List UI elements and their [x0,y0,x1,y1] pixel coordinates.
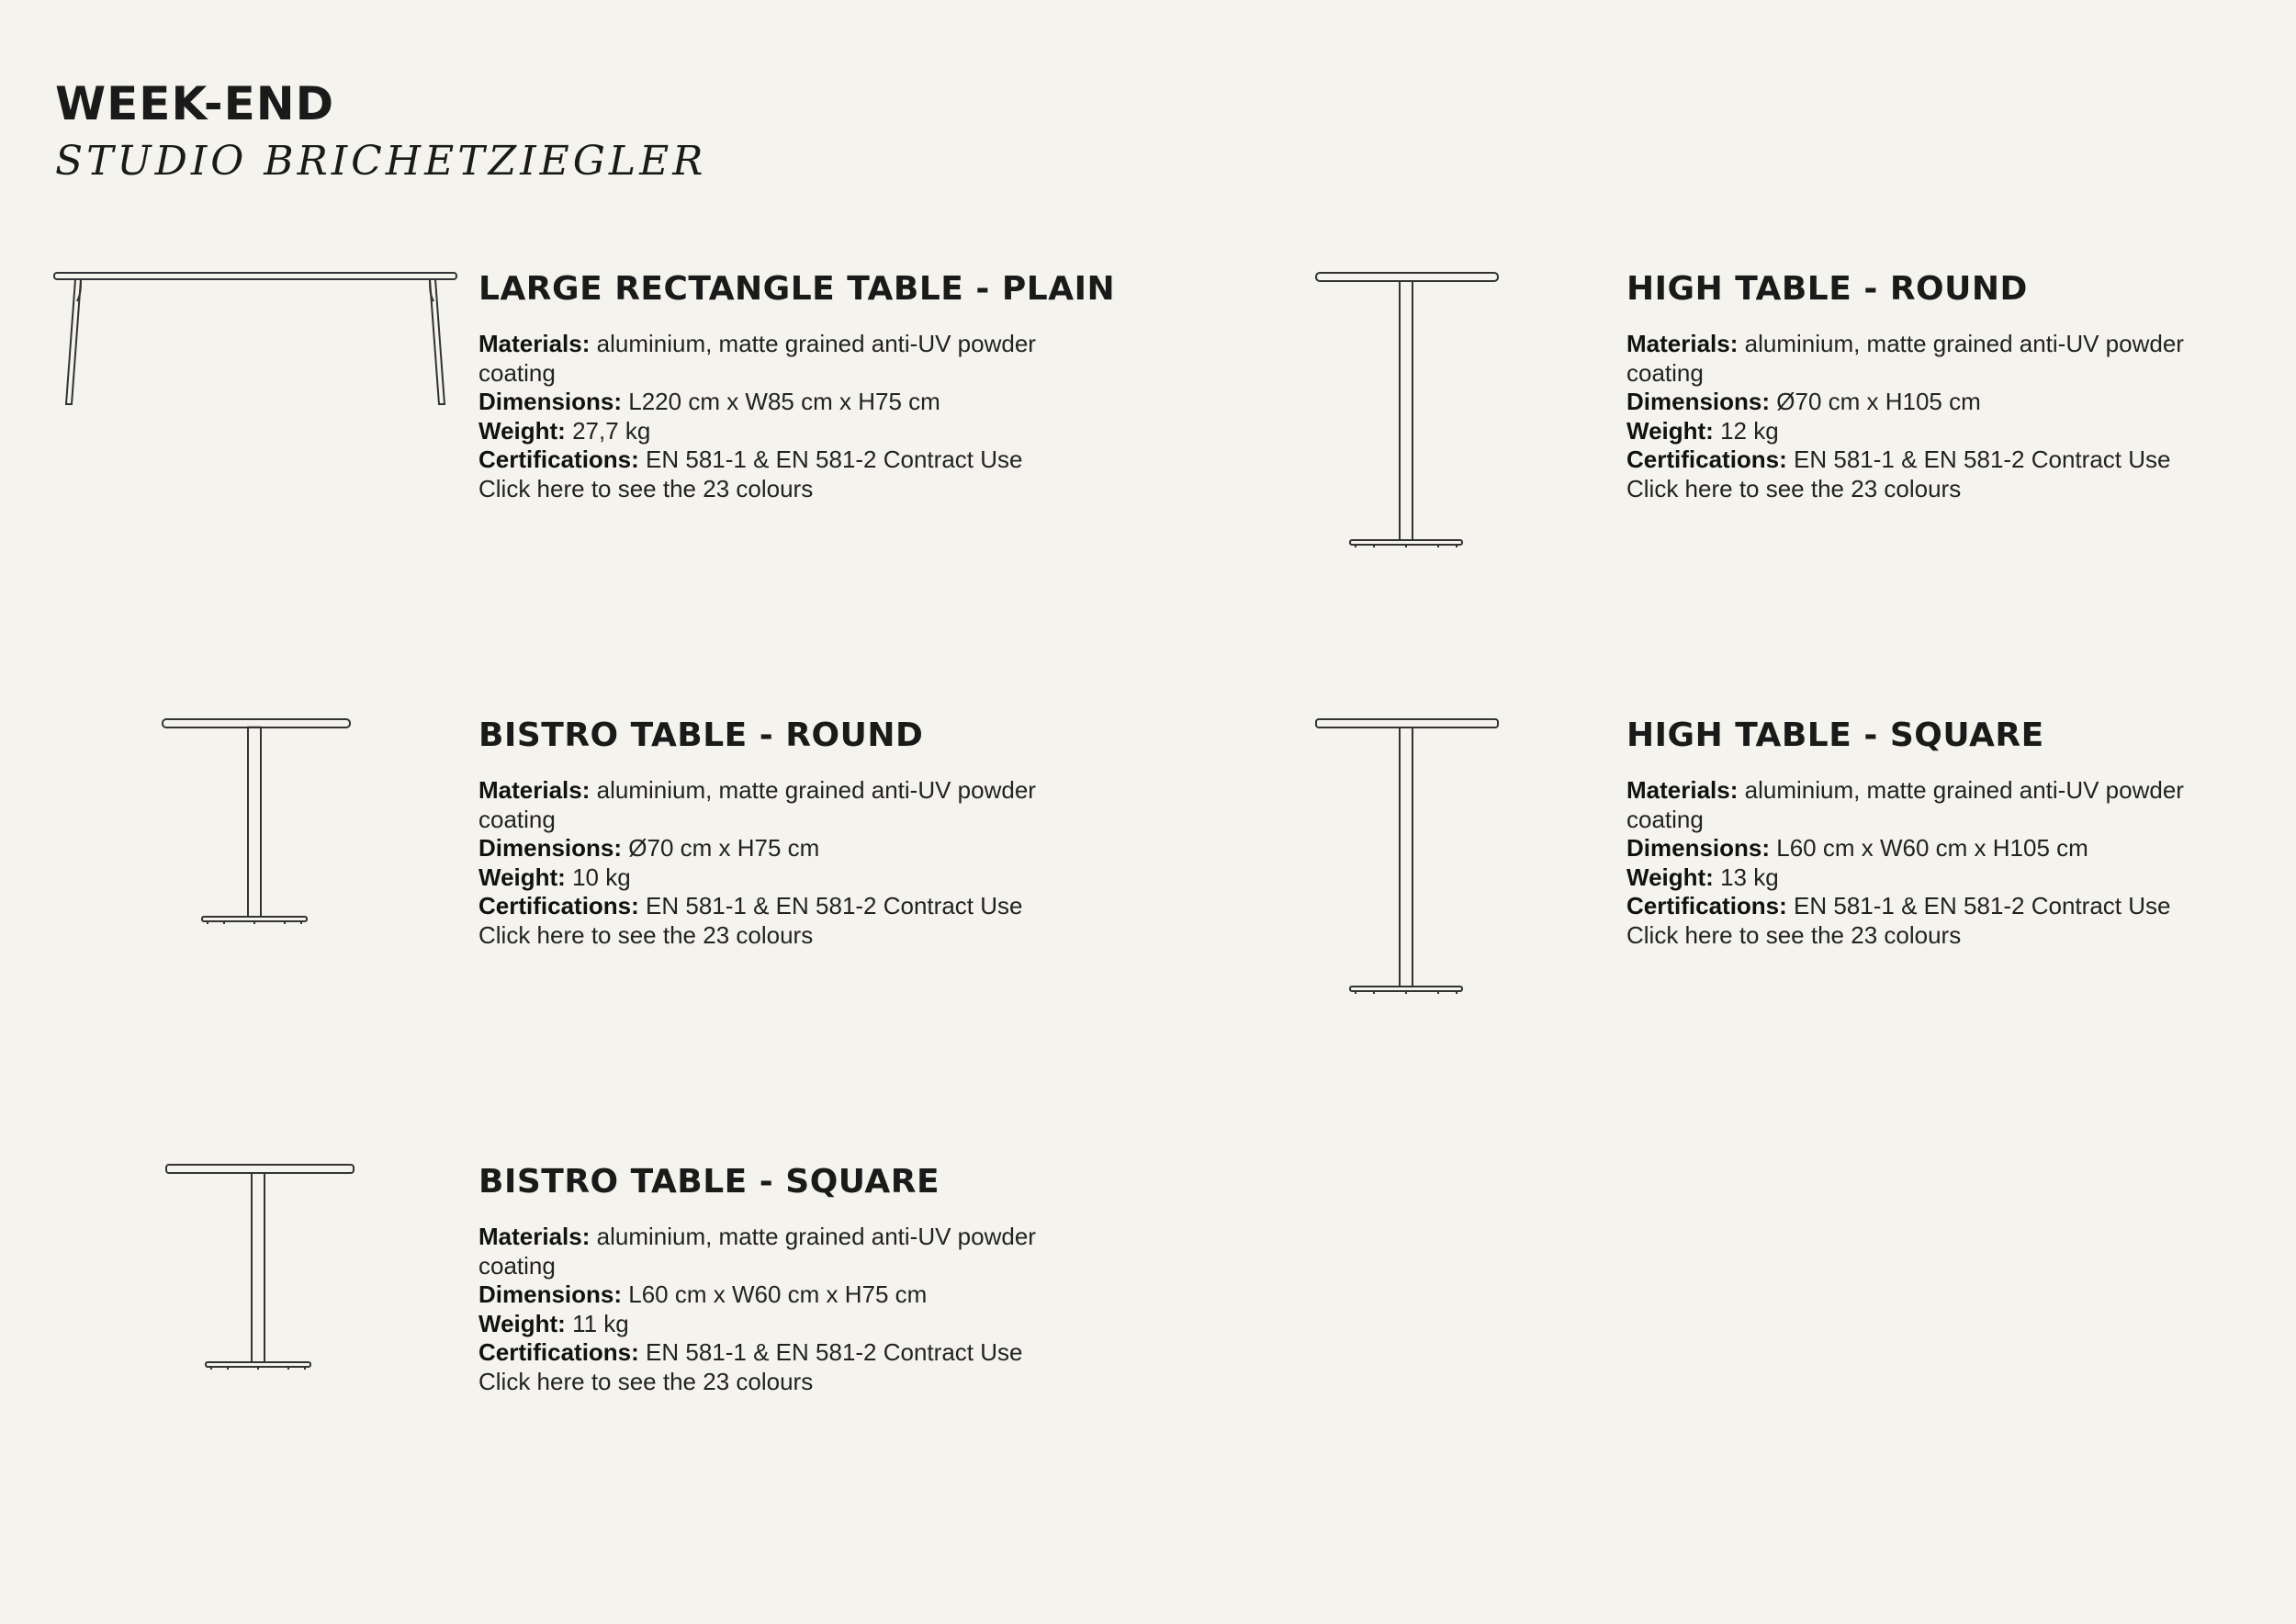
spec-certifications [478,1338,1048,1368]
materials-value: aluminium, matte grained anti-UV powder coating [478,776,1036,833]
weight-label: Weight: [478,863,566,891]
colours-link[interactable]: Click here to see the 23 colours [478,1367,814,1395]
materials-label: Materials: [478,1223,591,1250]
dimensions-label: Dimensions: [1626,834,1771,862]
materials-label: Materials: [1626,330,1739,357]
weight-value: 12 kg [1720,416,1779,445]
dimensions-value: Ø70 cm x H75 cm [628,834,820,862]
certifications-value: EN 581-1 & EN 581-2 Contract Use [1794,445,2171,473]
colours-link[interactable]: Click here to see the 23 colours [1626,920,1962,949]
bistro-table-round-drawing [162,716,351,926]
certifications-value: EN 581-1 & EN 581-2 Contract Use [646,1338,1023,1366]
dimensions-value: L60 cm x W60 cm x H75 cm [628,1280,928,1308]
spec-materials [478,776,1048,834]
weight-value: 10 kg [572,863,631,891]
certifications-label: Certifications: [1626,445,1787,473]
large-rectangle-table-drawing [53,270,459,408]
weight-label: Weight: [1626,416,1714,445]
spec-dimensions [478,1280,1048,1310]
materials-value: aluminium, matte grained anti-UV powder coating [478,330,1036,387]
materials-label: Materials: [1626,776,1739,804]
materials-value: aluminium, matte grained anti-UV powder coating [1626,776,2184,833]
spec-weight [478,417,1048,446]
high-table-square-drawing [1315,716,1499,996]
spec-certifications [478,892,1048,921]
product-title: BISTRO TABLE - ROUND [478,716,924,754]
spec-materials [1626,330,2196,388]
certifications-label: Certifications: [1626,892,1787,919]
spec-dimensions [478,388,1048,417]
dimensions-value: Ø70 cm x H105 cm [1776,388,1981,415]
materials-value: aluminium, matte grained anti-UV powder coating [478,1223,1036,1280]
product-title: LARGE RECTANGLE TABLE - PLAIN [478,270,1116,308]
materials-label: Materials: [478,330,591,357]
spec-weight [478,1310,1048,1339]
certifications-label: Certifications: [478,445,639,473]
colours-link[interactable]: Click here to see the 23 colours [478,474,814,502]
spec-weight [478,863,1048,893]
colours-link[interactable]: Click here to see the 23 colours [1626,474,1962,502]
spec-dimensions [1626,834,2196,863]
spec-certifications [1626,445,2196,475]
dimensions-value: L60 cm x W60 cm x H105 cm [1776,834,2088,862]
spec-weight [1626,417,2196,446]
product-title: BISTRO TABLE - SQUARE [478,1163,940,1201]
weight-label: Weight: [1626,863,1714,891]
certifications-value: EN 581-1 & EN 581-2 Contract Use [646,892,1023,919]
dimensions-label: Dimensions: [1626,388,1771,415]
dimensions-label: Dimensions: [478,1280,623,1308]
certifications-value: EN 581-1 & EN 581-2 Contract Use [1794,892,2171,919]
dimensions-value: L220 cm x W85 cm x H75 cm [628,388,940,415]
product-title: HIGH TABLE - SQUARE [1626,716,2044,754]
weight-value: 27,7 kg [572,416,651,445]
dimensions-label: Dimensions: [478,834,623,862]
spec-certifications [478,445,1048,475]
brand-title: WEEK-END [55,77,335,130]
spec-dimensions [478,834,1048,863]
spec-certifications [1626,892,2196,921]
materials-value: aluminium, matte grained anti-UV powder coating [1626,330,2184,387]
spec-materials [478,1223,1048,1280]
spec-weight [1626,863,2196,893]
spec-dimensions [1626,388,2196,417]
weight-label: Weight: [478,1309,566,1337]
materials-label: Materials: [478,776,591,804]
weight-label: Weight: [478,416,566,445]
brand-subtitle: STUDIO BRICHETZIEGLER [55,138,707,185]
weight-value: 13 kg [1720,863,1779,891]
dimensions-label: Dimensions: [478,388,623,415]
certifications-label: Certifications: [478,892,639,919]
high-table-round-drawing [1315,270,1499,549]
weight-value: 11 kg [572,1309,629,1337]
bistro-table-square-drawing [165,1162,355,1371]
certifications-value: EN 581-1 & EN 581-2 Contract Use [646,445,1023,473]
certifications-label: Certifications: [478,1338,639,1366]
spec-materials [1626,776,2196,834]
spec-materials [478,330,1048,388]
product-title: HIGH TABLE - ROUND [1626,270,2028,308]
colours-link[interactable]: Click here to see the 23 colours [478,920,814,949]
